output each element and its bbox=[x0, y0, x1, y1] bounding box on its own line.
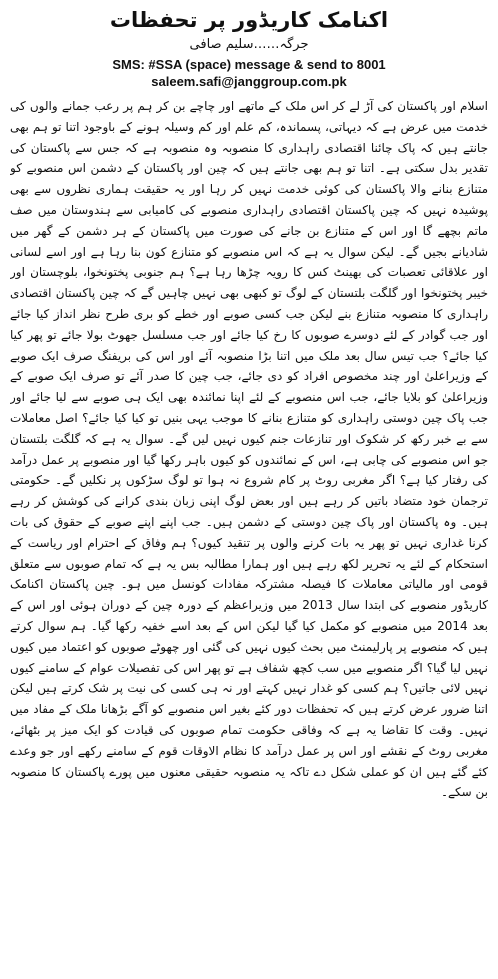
column-title: اکنامک کاریڈور پر تحفظات bbox=[109, 8, 389, 32]
author-email: saleem.safi@janggroup.com.pk bbox=[151, 74, 347, 89]
sms-instructions: SMS: #SSA (space) message & send to 8001 bbox=[112, 57, 386, 72]
body-paragraph: اسلام اور پاکستان کی آڑ لے کر اس ملک کے ماتھے اور چاچے بن کر ہم پر رعب جمانے والوں کی خدمت میں عرض ہے کہ دیہاتی، پسماندہ، کم علم اور کم وسیلہ ہونے کے باوجود اتنا تو ہم بھی جانتے ہیں کہ پاک چائنا اقتصادی راہداری کا منصوبہ وہ منصوبہ ہے کہ جس سے پاکستان کی تقدیر بدل سکتی ہے۔ اتنا تو ہم بھی جانتے ہیں کہ چین اور پاکستان کے دشمن اس منصوبے کو متنازع بنانے والا پاکستان کی کوئی خدمت نہیں کر رہا اور یہ حقیقت ہماری نظروں سے بھی پوشیدہ نہیں کہ چین پاکستان اقتصادی راہداری منصوبے کی کامیابی سے ہندوستان میں صف ماتم بچھے گا اور اس کے متنازع بن جانے کی صورت میں پاکستان کے ہر دشمن کے گھر میں شادیانے بجیں گے۔ لیکن سوال یہ ہے کہ اس منصوبے کو متنازع کون بنا رہا ہے اور اسے لسانی اور علاقائی تعصبات کی بھینٹ کس کا رویہ چڑھا رہا ہے؟ ہم جنوبی پختونخوا، بلوچستان اور خیبر پختونخوا اور گلگت بلتستان کے لوگ تو کبھی بھی نہیں چاہیں گے کہ چین پاکستان اقتصادی راہداری کا منصوبہ متنازع بنے لیکن جب کسی صوبے اور خطے کو بری طرح نظر انداز کیا جائے اور جب گوادر کے لئے دوسرے صوبوں کا رخ کیا جائے اور جب مسلسل جھوٹ بولا جائے تو پھر کیا کیا جائے؟ جب تیس سال بعد ملک میں اتنا بڑا منصوبہ آئے اور اس کی بریفنگ صرف ایک صوبے کے وزیراعلیٰ اور چند مخصوص افراد کو دی جائے، جب چین کا صدر آئے تو صرف ایک صوبے کے وزیراعلیٰ کو بلایا جائے، جب اس منصوبے کے لئے اپنا نمائندہ بھی ایک ہی صوبے سے لیا جائے اور جب پاک چین دوستی راہداری کو متنازع بنانے کا موجب یہی بنیں تو کیا کیا جائے؟ اصل معاملات سے بے خبر رکھ کر شکوک اور تنازعات جنم کیوں نہیں لیں گے۔ سوال یہ ہے کہ گلگت بلتستان جو اس منصوبے کی چابی ہے، اس کے نمائندوں کو کیوں باہر رکھا گیا اور منصوبے پر عمل درآمد کی رفتار کیا ہے؟ اگر مغربی روٹ پر کام شروع نہ ہوا تو لوگ سڑکوں پر نکلیں گے۔ حکومتی ترجمان خود متضاد باتیں کر رہے ہیں اور بعض لوگ اپنی زبان بندی کرانے کی کوشش کر رہے ہیں۔ وہ پاکستان اور پاک چین دوستی کے دشمن ہیں۔ جب اپنے اپنے صوبے کے حقوق کی بات کرنا غداری نہیں تو پھر یہ بات کرنے والوں پر تنقید کیوں؟ ہم وفاق کے احترام اور ریاست کے استحکام کے لئے یہ تحریر لکھ رہے ہیں اور ہمارا مطالبہ بس یہ ہے کہ تمام صوبوں سے متعلق قومی اور مالیاتی معاملات کا فیصلہ مشترکہ مفادات کونسل میں ہو۔ چین پاکستان اکنامک کاریڈور منصوبے کی ابتدا سال 2013 میں وزیراعظم کے دورہ چین کے دوران ہوئی اور اس کے بعد 2014 میں منصوبے کو مکمل کیا گیا لیکن اس کے بعد اسے خفیہ رکھا گیا۔ ہم سوال کرتے ہیں کہ منصوبے پر پارلیمنٹ میں بحث کیوں نہیں کی گئی اور چھوٹے صوبوں کو اعتماد میں کیوں نہیں لیا گیا؟ اگر منصوبے میں سب کچھ شفاف ہے تو پھر اس کی تفصیلات عوام کے سامنے کیوں نہیں لائی جاتیں؟ ہم کسی کو غدار نہیں کہتے اور نہ ہی کسی کی نیت پر شک کرتے ہیں لیکن اتنا ضرور عرض کرتے ہیں کہ تحفظات دور کئے بغیر اس منصوبے کو آگے بڑھانا ملک کے مفاد میں نہیں۔ وقت کا تقاضا یہ ہے کہ وفاقی حکومت تمام صوبوں کی قیادت کو ایک میز پر بٹھائے، مغربی روٹ کے نقشے اور اس پر عمل درآمد کا نظام الاوقات قوم کے سامنے رکھے اور جو وعدے کئے گئے ہیں ان کو عملی شکل دے تاکہ یہ منصوبہ حقیقی معنوں میں پورے پاکستان کا منصوبہ بن سکے۔ bbox=[10, 99, 488, 800]
column-body bbox=[10, 96, 488, 944]
column-byline: جرگہ……سلیم صافی bbox=[189, 37, 309, 52]
